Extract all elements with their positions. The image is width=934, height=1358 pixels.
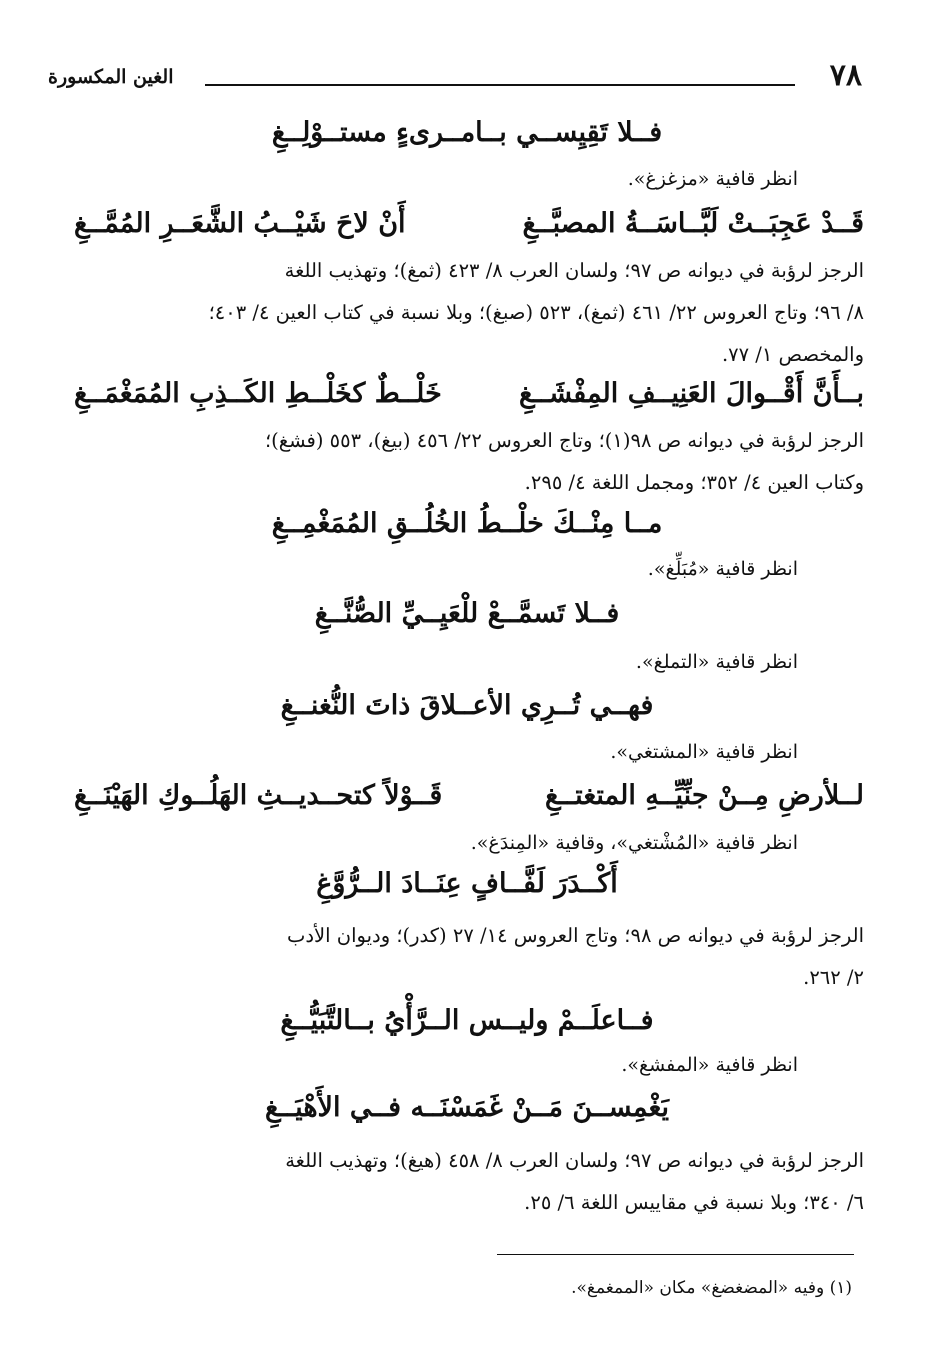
- citation-line: الرجز لرؤبة في ديوانه ص ٩٨؛ وتاج العروس ١٤/ ٢٧ (كدر)؛ وديوان الأدب: [287, 924, 864, 947]
- citation-line: وكتاب العين ٤/ ٣٥٢؛ ومجمل اللغة ٤/ ٢٩٥.: [524, 471, 864, 494]
- running-title: الغين المكسورة: [48, 66, 174, 88]
- verse-line: فــاعلَــمْ وليــس الــرَّأْيُ بــالتَّبَيُّــغِ: [280, 1005, 654, 1036]
- verse-second-hemistich: أَنْ لاحَ شَيْــبُ الشَّعَــرِ المُمَّــغِ: [74, 208, 406, 239]
- citation-paragraph: [74, 1140, 864, 1224]
- citation-line: الرجز لرؤبة في ديوانه ص ٩٧؛ ولسان العرب ٨/ ٤٢٣ (ثمغ)؛ وتهذيب اللغة: [284, 259, 864, 282]
- cross-reference: انظر قافية «مُبَلِّغ».: [647, 558, 798, 580]
- verse-line: فهــي تُــرِي الأعــلاقَ ذاتَ النُّغنــغِ: [280, 690, 654, 721]
- cross-reference: انظر قافية «المشتغي».: [610, 741, 798, 763]
- verse-line: أَكْــدَرَ لَفَّــافٍ عِنَــادَ الــرُّوَّغِ: [316, 868, 618, 899]
- citation-line: ٢/ ٢٦٢.: [803, 966, 864, 989]
- citation-line: الرجز لرؤبة في ديوانه ص ٩٨(١)؛ وتاج العروس ٢٢/ ٤٥٦ (بيغ)، ٥٥٣ (فشغ)؛: [264, 429, 864, 452]
- citation-line: ٨/ ٩٦؛ وتاج العروس ٢٢/ ٤٦١ (ثمغ)، ٥٢٣ (صبغ)؛ وبلا نسبة في كتاب العين ٤/ ٤٠٣؛: [208, 301, 864, 324]
- footnote: (١) وفيه «المضغضغ» مكان «الممغمغ».: [571, 1278, 852, 1298]
- page-number: ٧٨: [829, 58, 862, 93]
- citation-paragraph: [74, 250, 864, 376]
- verse-line: يَغْمِســنَ مَــنْ غَمَسْنَــه فــي الأَهْيَــغِ: [264, 1092, 669, 1123]
- verse-line: مــا مِنْــكَ خلْــطُ الخُلُــقِ المُمَغْمِــغِ: [271, 508, 663, 539]
- cross-reference: انظر قافية «المفشغ».: [621, 1054, 798, 1076]
- citation-paragraph: [74, 915, 864, 999]
- header-rule: [205, 84, 795, 86]
- verse-first-hemistich: لــلأرضِ مِــنْ جنِّيِّــهِ المتغتــغِ: [544, 780, 864, 811]
- verse-first-hemistich: قَــدْ عَجِبَــتْ لَبَّــاسَــةُ المصبَّــغِ: [522, 208, 864, 239]
- cross-reference: انظر قافية «المُشْتغي»، وقافية «المِندَغ».: [470, 832, 798, 854]
- cross-reference: انظر قافية «التملغ».: [635, 651, 798, 673]
- citation-paragraph: [74, 420, 864, 504]
- verse-second-hemistich: قَــوْلاً كتحــديــثِ الهَلُــوكِ الهَيْنَــغِ: [74, 780, 443, 811]
- verse-line: فــلا تَسمَّــعْ للْعَيِــيِّ الصُّنَّــغِ: [314, 598, 620, 629]
- footnote-rule: [497, 1254, 854, 1255]
- citation-line: والمخصص ١/ ٧٧.: [721, 343, 864, 366]
- citation-line: الرجز لرؤبة في ديوانه ص ٩٧؛ ولسان العرب ٨/ ٤٥٨ (هيغ)؛ وتهذيب اللغة: [285, 1149, 864, 1172]
- citation-line: ٦/ ٣٤٠؛ وبلا نسبة في مقاييس اللغة ٦/ ٢٥.: [524, 1191, 864, 1214]
- verse-line: فــلا تَقِيِســي بــامــرىءٍ مستــوْلِــغِ: [271, 117, 663, 148]
- verse-second-hemistich: خَلْــطٌ كخَلْــطِ الكَــذِبِ المُمَغْمَــغِ: [74, 378, 442, 409]
- verse-first-hemistich: بــأَنَّ أَقْــوالَ العَنِيــفِ المِفْشَــغِ: [519, 378, 864, 409]
- cross-reference: انظر قافية «مزغزغ».: [627, 168, 798, 190]
